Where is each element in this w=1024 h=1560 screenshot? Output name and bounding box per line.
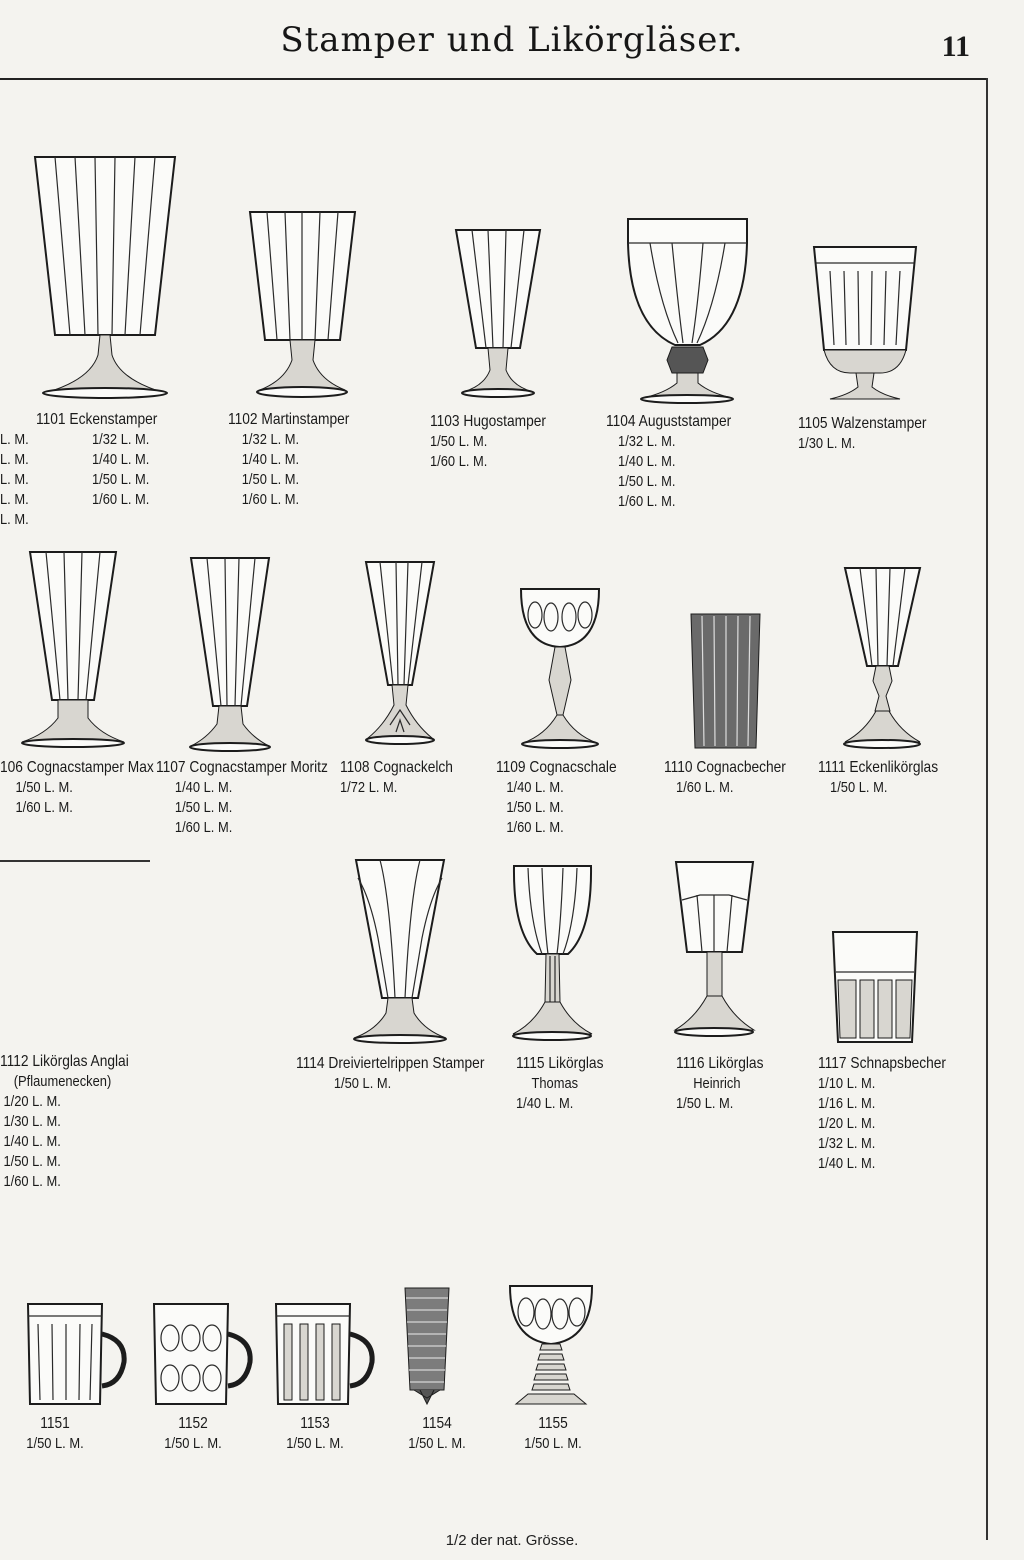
spec-line: 1/32 L. M. [92,431,150,448]
spec-line: 1/60 L. M. [430,453,488,470]
glass-1114-illustration [350,858,450,1048]
spec-line: L. M. [0,511,29,528]
spec-line: 1/50 L. M. [3,1153,61,1170]
spec-line: 1/40 L. M. [516,1095,574,1112]
spec-line: 1/40 L. M. [92,451,150,468]
glass-1101-spec-list [92,430,149,510]
glass-1154-label [373,1414,502,1454]
glass-1105-label [798,414,926,454]
glass-title: 1151 [40,1415,70,1432]
separator-rule [0,860,150,862]
glass-1103-illustration [448,228,548,400]
glass-title: 1112 Likörglas Anglai [0,1053,129,1070]
spec-line: L. M. [0,471,29,488]
spec-line: 1/60 L. M. [676,779,734,796]
spec-line: 1/40 L. M. [818,1155,876,1172]
glass-1111-illustration [840,566,925,756]
glass-1115-label [516,1054,603,1114]
spec-line: 1/20 L. M. [818,1115,876,1132]
spec-line: 1/50 L. M. [164,1435,222,1452]
glass-1109-label [496,758,617,838]
glass-1109-illustration [515,585,605,755]
spec-line: 1/50 L. M. [408,1435,466,1452]
glass-title: 1116 Likörglas [676,1055,764,1072]
spec-line: 1/40 L. M. [618,453,676,470]
spec-line: 1/50 L. M. [15,779,73,796]
glass-title: 1108 Cognackelch [340,759,453,776]
spec-line: 1/50 L. M. [26,1435,84,1452]
spec-line: L. M. [0,451,29,468]
glass-1102-illustration [245,210,360,400]
spec-line: 1/40 L. M. [3,1133,61,1150]
glass-1117-label [818,1054,946,1174]
spec-line: 1/72 L. M. [340,779,398,796]
spec-line: 1/40 L. M. [174,779,233,796]
glass-1116-illustration [672,860,757,1045]
spec-line: 1/32 L. M. [618,433,676,450]
glass-title: 1154 [422,1415,452,1432]
spec-line: L. M. [0,491,29,508]
glass-1116-label [676,1054,763,1114]
glass-1101-left-spec-list [0,430,29,530]
glass-1155-label [489,1414,618,1454]
spec-line: 1/10 L. M. [818,1075,876,1092]
frame-right-rule [986,78,988,1540]
spec-line: 1/50 L. M. [830,779,888,796]
spec-line: 1/16 L. M. [818,1095,876,1112]
glass-1104-illustration [620,215,755,405]
glass-title: 1103 Hugostamper [430,413,547,430]
glass-title: 1104 Auguststamper [606,413,732,430]
spec-line: 1/60 L. M. [15,799,73,816]
glass-title: 1152 [178,1415,208,1432]
glass-1117-illustration [830,930,920,1045]
glass-1103-label [430,412,546,472]
spec-line: 1/50 L. M. [241,471,300,488]
glass-title: 1102 Martinstamper [228,411,350,428]
glass-1152-label [129,1414,258,1454]
glass-1105-illustration [810,245,920,405]
glass-title: 1111 Eckenlikörglas [818,759,939,776]
spec-line: 1/60 L. M. [3,1173,61,1190]
glass-title: 1107 Cognacstamper Moritz [156,759,328,776]
glass-1111-label [818,758,938,798]
glass-1106-label [0,758,154,818]
glass-1108-label [340,758,453,798]
glass-title: 1153 [300,1415,330,1432]
glass-title: 1114 Dreiviertelrippen Stamper [296,1055,485,1072]
spec-line: 1/32 L. M. [241,431,300,448]
spec-line: 1/50 L. M. [430,433,488,450]
page-title: Stamper und Likörgläser. [280,20,744,60]
glass-1106-illustration [18,550,128,750]
spec-line: 1/50 L. M. [286,1435,344,1452]
spec-line: 1/60 L. M. [92,491,150,508]
glass-title: 1155 [538,1415,568,1432]
glass-1104-label [606,412,731,512]
spec-line: 1/50 L. M. [92,471,150,488]
glass-subtitle: Thomas [531,1075,579,1092]
glass-1101-illustration [30,155,180,400]
spec-line: 1/50 L. M. [174,799,233,816]
glass-1151-illustration [22,1300,132,1410]
glass-title: 1109 Cognacschale [496,759,617,776]
glass-subtitle: Heinrich [693,1075,741,1092]
spec-line: L. M. [0,431,29,448]
glass-1114-label [296,1054,484,1094]
scale-note: 1/2 der nat. Grösse. [445,1532,579,1549]
glass-1153-label [251,1414,380,1454]
glass-title: 1101 Eckenstamper [36,411,158,428]
spec-line: 1/60 L. M. [241,491,300,508]
glass-1107-illustration [185,556,275,756]
glass-1102-label [228,410,349,510]
glass-1101-label [36,410,157,430]
spec-line: 1/40 L. M. [241,451,300,468]
glass-title: 1115 Likörglas [516,1055,604,1072]
glass-1151-label [0,1414,120,1454]
spec-line: 1/50 L. M. [506,799,564,816]
glass-1155-illustration [506,1282,596,1412]
spec-line: 1/50 L. M. [333,1075,392,1092]
spec-line: 1/30 L. M. [3,1113,61,1130]
spec-line: 1/60 L. M. [618,493,676,510]
glass-title: 1117 Schnapsbecher [818,1055,947,1072]
glass-1110-label [664,758,786,798]
glass-1153-illustration [270,1300,380,1410]
glass-1112-label [0,1052,129,1192]
glass-subtitle: (Pflaumenecken) [13,1073,112,1090]
spec-line: 1/20 L. M. [3,1093,61,1110]
glass-1110-illustration [688,612,763,752]
spec-line: 1/50 L. M. [524,1435,582,1452]
frame-top-rule [0,78,988,80]
spec-line: 1/60 L. M. [506,819,564,836]
glass-1154-illustration [402,1286,452,1410]
glass-1108-illustration [360,560,440,755]
spec-line: 1/60 L. M. [174,819,233,836]
page-number: 11 [941,30,970,63]
glass-1115-illustration [510,862,595,1047]
spec-line: 1/40 L. M. [506,779,564,796]
glass-1152-illustration [148,1300,258,1410]
glass-title: 1110 Cognacbecher [664,759,786,776]
glass-1107-label [156,758,328,838]
glass-title: 106 Cognacstamper Max [0,759,154,776]
spec-line: 1/50 L. M. [676,1095,734,1112]
spec-line: 1/50 L. M. [618,473,676,490]
spec-line: 1/30 L. M. [798,435,856,452]
spec-line: 1/32 L. M. [818,1135,876,1152]
glass-title: 1105 Walzenstamper [798,415,927,432]
